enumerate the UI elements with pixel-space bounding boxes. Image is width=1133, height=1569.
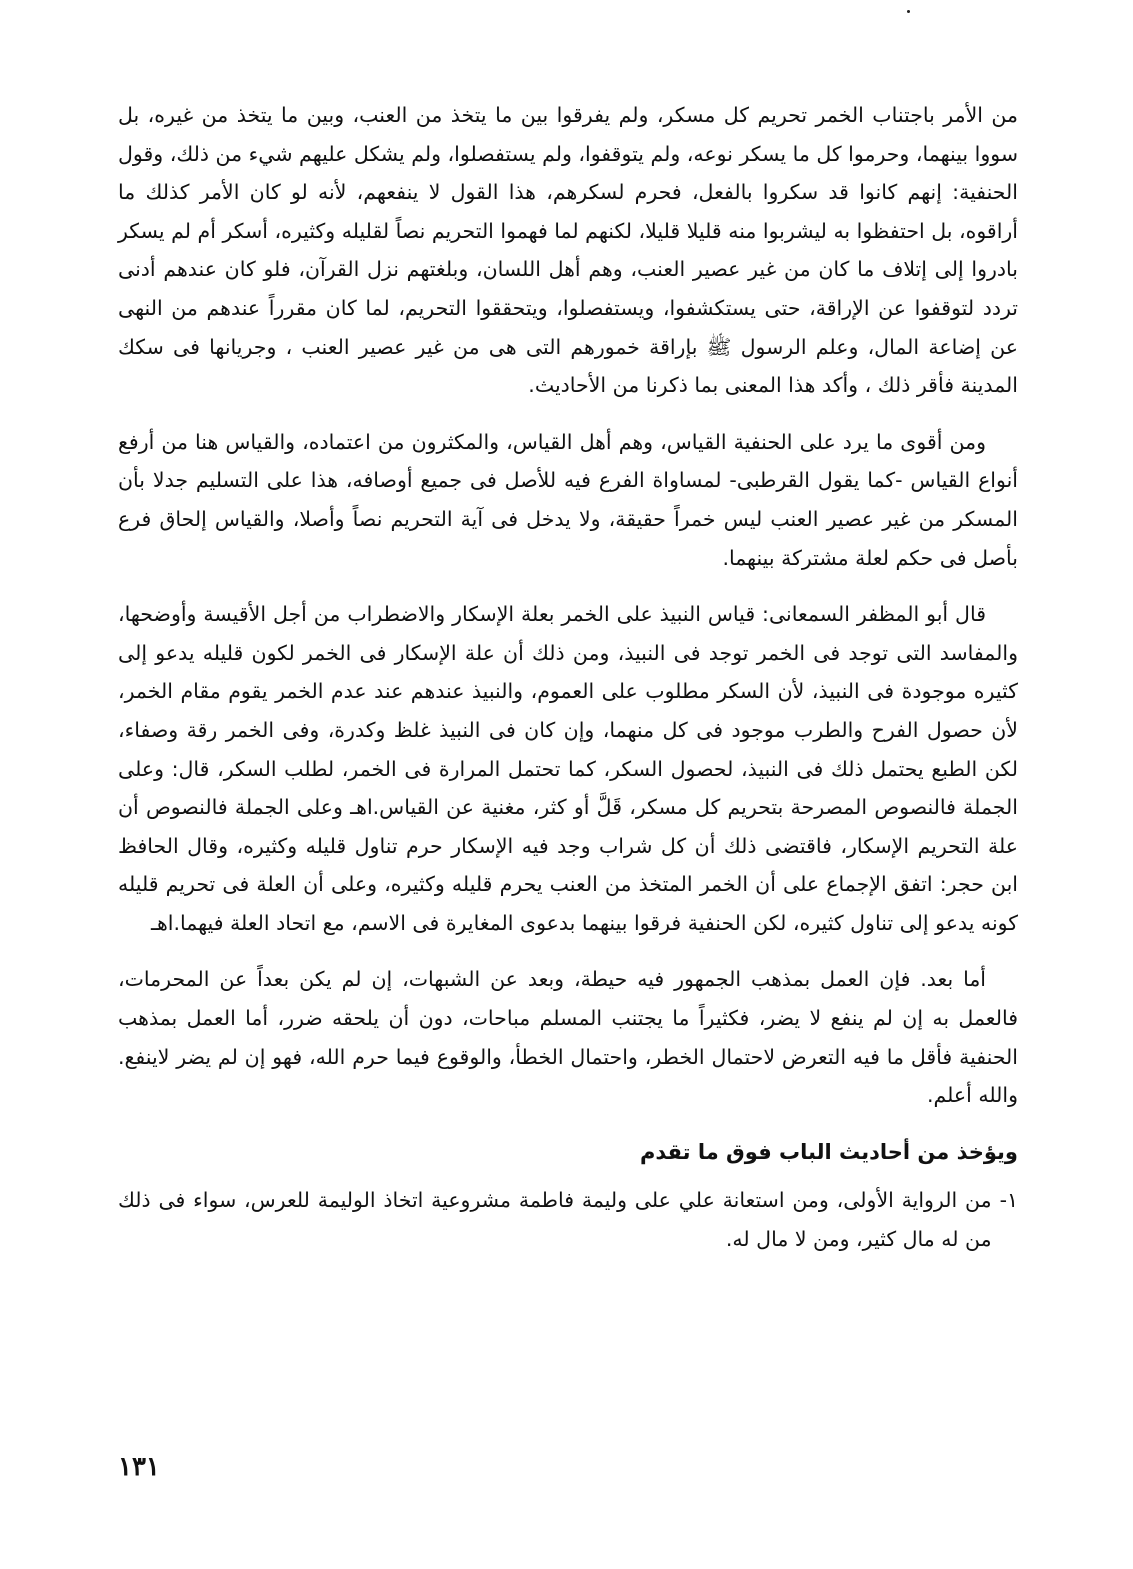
section-heading: ويؤخذ من أحاديث الباب فوق ما تقدم: [640, 1139, 1018, 1164]
body-text: [118, 96, 1018, 1259]
list-item-text: من الرواية الأولى، ومن استعانة علي على وليمة فاطمة مشروعية اتخاذ الوليمة للعرس، سواء فى ذلك من له مال كثير، ومن لا مال له.: [118, 1188, 992, 1252]
paragraph-3: قال أبو المظفر السمعانى: قياس النبيذ على الخمر بعلة الإسكار والاضطراب من أجل الأقيسة وأوضحها، والمفاسد التى توجد فى الخمر توجد فى النبيذ، ومن ذلك أن علة الإسكار فى الخمر لكون قليله يدعو إلى كثيره موجودة فى النبيذ، لأن السكر مطلوب على العموم، والنبيذ عندهم عند عدم الخمر يقوم مقام الخمر، لأن حصول الفرح والطرب موجود فى كل منهما، وإن كان فى النبيذ غلظ وكدرة، وفى الخمر رقة وصفاء، لكن الطبع يحتمل ذلك فى النبيذ، لحصول السكر، كما تحتمل المرارة فى الخمر، لطلب السكر، قال: وعلى الجملة فالنصوص المصرحة بتحريم كل مسكر، قَلَّ أو كثر، مغنية عن القياس.اهـ وعلى الجملة فالنصوص أن علة التحريم الإسكار، فاقتضى ذلك أن كل شراب وجد فيه الإسكار حرم تناول قليله وكثيره، وقال الحافظ ابن حجر: اتفق الإجماع على أن الخمر المتخذ من العنب يحرم قليله وكثيره، وعلى أن العلة فى تحريم قليله كونه يدعو إلى تناول كثيره، لكن الحنفية فرقوا بينهما بدعوى المغايرة فى الاسم، مع اتحاد العلة فيهما.اهـ: [118, 602, 1018, 935]
page-number: ١٣١: [118, 1452, 160, 1482]
paragraph-4: أما بعد. فإن العمل بمذهب الجمهور فيه حيطة، وبعد عن الشبهات، إن لم يكن بعداً عن المحرمات، فالعمل به إن لم ينفع لا يضر، فكثيراً ما يجتنب المسلم مباحات، دون أن يلحقه ضرر، أما العمل بمذهب الحنفية فأقل ما فيه التعرض لاحتمال الخطر، واحتمال الخطأ، والوقوع فيما حرم الله، فهو إن لم يضر لاينفع. والله أعلم.: [118, 967, 1018, 1108]
paragraph-2: ومن أقوى ما يرد على الحنفية القياس، وهم أهل القياس، والمكثرون من اعتماده، والقياس هنا من أرفع أنواع القياس -كما يقول القرطبى- لمساواة الفرع فيه للأصل فى جميع أوصافه، هذا على التسليم جدلا بأن المسكر من غير عصير العنب ليس خمراً حقيقة، ولا يدخل فى آية التحريم نصاً وأصلا، والقياس إلحاق فرع بأصل فى حكم لعلة مشتركة بينهما.: [118, 429, 1018, 570]
list-item: [118, 1181, 1018, 1258]
paragraph-1: من الأمر باجتناب الخمر تحريم كل مسكر، ولم يفرقوا بين ما يتخذ من العنب، وبين ما يتخذ من غيره، بل سووا بينهما، وحرموا كل ما يسكر نوعه، ولم يتوقفوا، ولم يستفصلوا، ولم يشكل عليهم شيء من ذلك، وقول الحنفية: إنهم كانوا قد سكروا بالفعل، فحرم لسكرهم، هذا القول لا ينفعهم، لأنه لو كان الأمر كذلك ما أراقوه، بل احتفظوا به ليشربوا منه قليلا قليلا، لكنهم لما فهموا التحريم نصاً لقليله وكثيره، أسكر أم لم يسكر بادروا إلى إتلاف ما كان من غير عصير العنب، وهم أهل اللسان، وبلغتهم نزل القرآن، فلو كان عندهم أدنى تردد لتوقفوا عن الإراقة، حتى يستكشفوا، ويستفصلوا، ويتحققوا التحريم، لما كان مقرراً عندهم من النهى عن إضاعة المال، وعلم الرسول ﷺ بإراقة خمورهم التى هى من غير عصير العنب ، وجريانها فى سكك المدينة فأقر ذلك ، وأكد هذا المعنى بما ذكرنا من الأحاديث.: [118, 103, 1018, 398]
list-item-number: ١-: [999, 1188, 1018, 1213]
scan-speck: [907, 10, 910, 13]
